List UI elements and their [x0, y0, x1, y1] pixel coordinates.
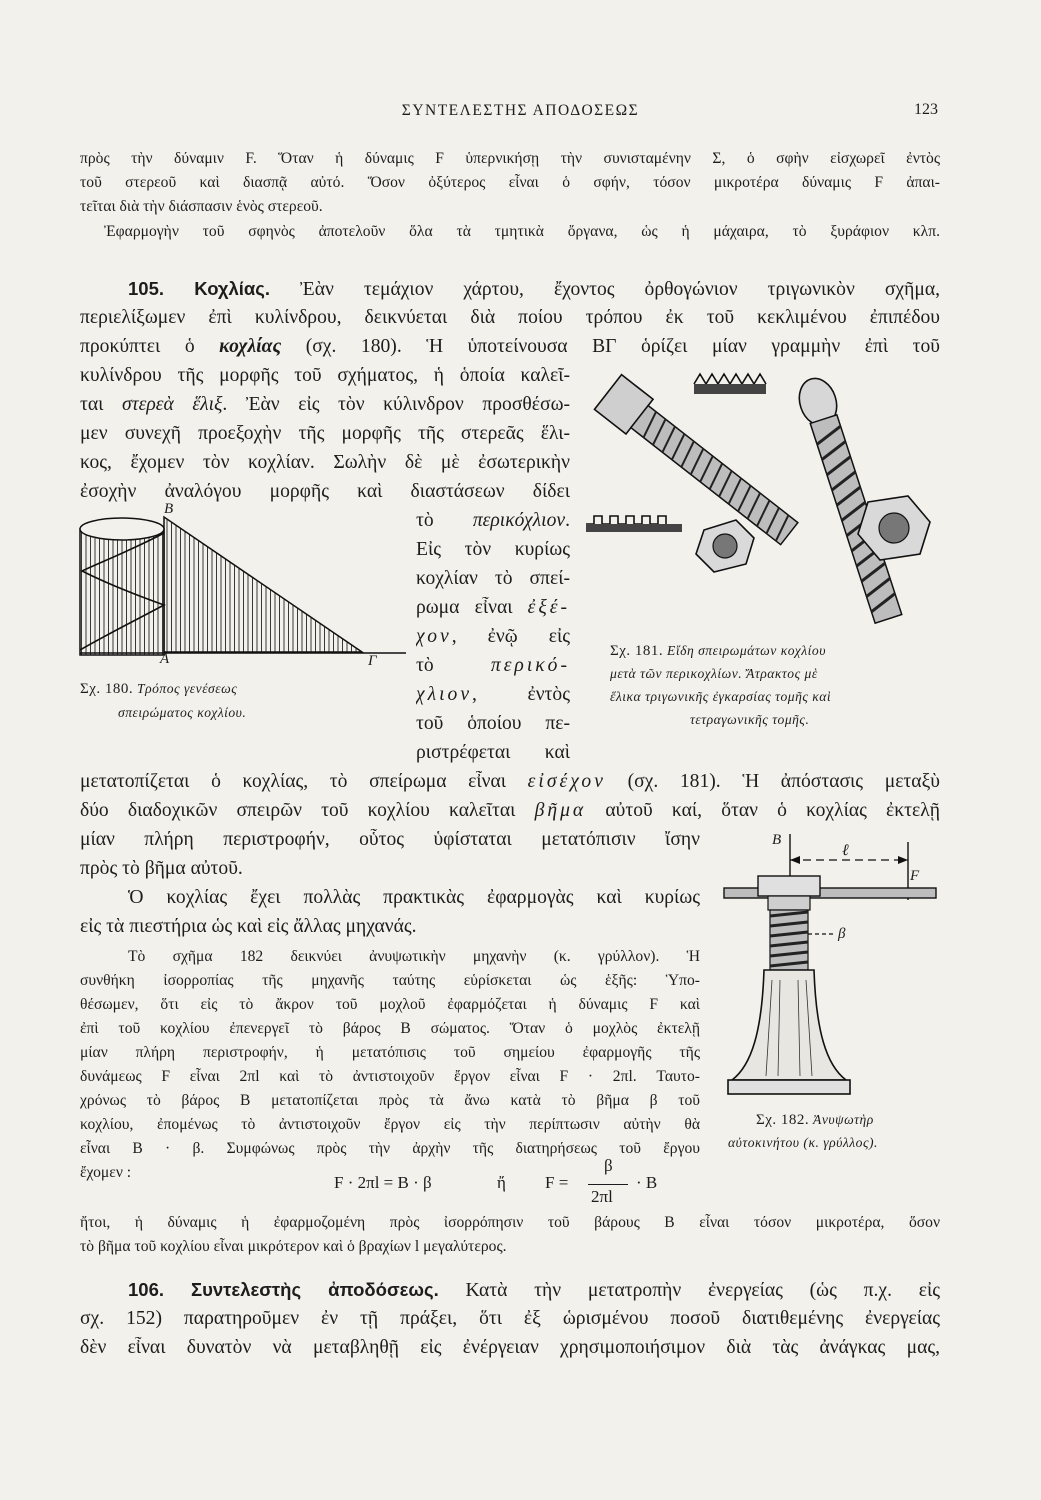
fig182-caption-1: Σχ. 182. Ἀνυψωτὴρ	[756, 1112, 874, 1128]
small-line-1: Τὸ σχῆμα 182 δεικνύει ἀνυψωτικὴν μηχανὴν (κ. γρύλλον). Ἡ	[128, 948, 700, 965]
narrow-line-7: χλιον, ἐντὸς	[416, 684, 570, 705]
page-number: 123	[914, 101, 938, 118]
intro-line-2: τοῦ στερεοῦ καὶ διασπᾷ αὐτό. Ὅσον ὀξύτερος εἶναι ὁ σφήν, τόσον μικροτέρα δύναμις F ἀπαι-	[80, 174, 940, 191]
s105-line-11: μίαν πλήρη περιστροφήν, οὗτος ὑφίσταται μετατόπισιν ἴσην	[80, 829, 700, 850]
fig182-caption-2: αὐτοκινήτου (κ. γρύλλος).	[728, 1135, 878, 1150]
s105-line-1: 105. Κοχλίας. Ἐὰν τεμάχιον χάρτου, ἔχοντος ὀρθογώνιον τριγωνικὸν σχῆμα,	[128, 278, 940, 300]
triangular-thread-profile	[694, 374, 766, 384]
fig181-drawing	[578, 362, 948, 637]
small-line-4: ἐπὶ τοῦ κοχλίου ἐπενεργεῖ τὸ βάρος Β σώματος. Ὅταν ὁ μοχλὸς ἐκτελῇ	[80, 1020, 700, 1037]
small-line-2: συνθήκη ἰσορροπίας τῆς μηχανῆς ταύτης εὑρίσκεται ὡς ἑξῆς: Ὑπο-	[80, 972, 700, 989]
s105-line-2: περιελίξωμεν ἐπὶ κυλίνδρου, δεικνύεται διὰ ποίου τρόπου ἐκ τοῦ κεκλιμένου ἐπιπέδου	[80, 307, 940, 328]
s106-line-3: δὲν εἶναι δυνατὸν νὰ μεταβληθῇ εἰς ἐνέργειαν χρησιμοποιήσιμον διὰ τὰς ἀνάγκας μας,	[80, 1337, 940, 1358]
fig180-caption-2: σπειρώματος κοχλίου.	[118, 705, 247, 720]
square-thread-profile	[586, 516, 666, 524]
s105-line-7: κος, ἔχομεν τὸν κοχλίαν. Σωλὴν δὲ μὲ ἐσωτερικὴν	[80, 452, 570, 473]
small-line-6: δυνάμεως F εἶναι 2πl καὶ τὸ ἀντιστοιχοῦν ἔργον εἶναι F · 2πl. Ταυτο-	[80, 1068, 700, 1085]
term-vima: βῆμα	[534, 800, 587, 821]
intro-line-1: πρὸς τὴν δύναμιν F. Ὅταν ἡ δύναμις F ὑπερνικήσῃ τὴν συνισταμένην Σ, ὁ σφὴν εἰσχωρεῖ ἐντὸς	[80, 150, 940, 167]
s105-line-8: ἐσοχὴν ἀναλόγου μορφῆς καὶ διαστάσεων δίδει	[80, 481, 570, 502]
s106-line-1: 106. Συντελεστὴς ἀποδόσεως. Κατὰ τὴν μετατροπὴν ἐνεργείας (ὡς π.χ. εἰς	[128, 1279, 940, 1301]
s106-heading: 106. Συντελεστὴς ἀποδόσεως.	[128, 1279, 439, 1300]
fig182-label-beta: β	[838, 926, 846, 942]
s105-heading: 105. Κοχλίας.	[128, 278, 271, 299]
formula-denominator: 2πl	[591, 1187, 613, 1206]
narrow-line-3: κοχλίαν τὸ σπεί-	[416, 568, 570, 589]
fig180-caption-1: Σχ. 180. Τρόπος γενέσεως	[80, 681, 238, 697]
fig181-caption-4: τετραγωνικῆς τομῆς.	[690, 712, 810, 727]
s105-line-4: κυλίνδρου τῆς μορφῆς τοῦ σχήματος, ἡ ὁποία καλεῖ-	[80, 365, 570, 386]
fraction-bar	[588, 1184, 628, 1185]
small-line-7: χρόνως τὸ βάρος Β μετατοπίζεται πρὸς τὰ ἄνω κατὰ τὸ βῆμα β τοῦ	[80, 1092, 700, 1109]
formula-rhs-lead: F =	[545, 1173, 569, 1192]
term-kochlias: κοχλίας	[219, 336, 282, 357]
narrow-line-6: τὸ περικό-	[416, 655, 570, 676]
running-header: ΣΥΝΤΕΛΕΣΤΗΣ ΑΠΟΔΟΣΕΩΣ	[401, 102, 640, 119]
fig180-label-a: Α	[160, 651, 170, 667]
after-formula-line-1: ἤτοι, ἡ δύναμις ἡ ἐφαρμοζομένη πρὸς ἰσορρόπησιν τοῦ βάρους Β εἶναι τόσον μικροτέρα, ὅσον	[80, 1214, 940, 1231]
fig181-caption-3: ἕλικα τριγωνικῆς ἐγκαρσίας τομῆς καὶ	[610, 689, 832, 704]
fig182-label-f: F	[910, 868, 920, 884]
small-line-8: κοχλίου, ἐπομένως τὸ ἀντιστοιχοῦν ἔργον εἰς τὴν περίπτωσιν αὐτὴν θὰ	[80, 1116, 700, 1133]
s105-line-6: μεν συνεχῆ προεξοχὴν τῆς μορφῆς τῆς στερεᾶς ἕλι-	[80, 423, 570, 444]
small-line-5: μίαν πλήρη περιστροφήν, ἡ μετατόπισις τοῦ σημείου ἐφαρμογῆς τῆς	[80, 1044, 700, 1061]
narrow-line-4: ρωμα εἶναι ἐξέ-	[416, 597, 570, 618]
fig180-label-b: Β	[164, 501, 174, 517]
s105-line-12: πρὸς τὸ βῆμα αὐτοῦ.	[80, 858, 243, 879]
intro-line-3: τεῖται διὰ τὴν διάσπασιν ἑνὸς στερεοῦ.	[80, 198, 323, 215]
fig181-caption-2: μετὰ τῶν περικοχλίων. Ἄτρακτος μὲ	[610, 666, 818, 681]
s105-line-10: δύο διαδοχικῶν σπειρῶν τοῦ κοχλίου καλεῖται βῆμα αὐτοῦ καί, ὅταν ὁ κοχλίας ἐκτελῇ	[80, 800, 940, 821]
s105-line-5: ται στερεὰ ἕλιξ. Ἐὰν εἰς τὸν κύλινδρον προσθέσω-	[80, 394, 570, 415]
formula-rhs-tail: · B	[636, 1173, 658, 1192]
figure-181	[578, 362, 948, 637]
formula-left: F · 2πl = B · β	[334, 1173, 432, 1192]
term-eisechon: εἰσέχον	[527, 771, 606, 792]
fig182-label-b: B	[772, 832, 782, 848]
small-line-10: ἔχομεν :	[80, 1164, 132, 1181]
narrow-line-5: χον, ἐνῷ εἰς	[416, 626, 570, 647]
s105-line-9: μετατοπίζεται ὁ κοχλίας, τὸ σπείρωμα εἶναι εἰσέχον (σχ. 181). Ἡ ἀπόστασις μεταξὺ	[80, 771, 940, 792]
figure-182	[714, 830, 944, 1100]
s106-line-2: σχ. 152) παρατηροῦμεν ἐν τῇ πράξει, ὅτι ἐξ ὡρισμένου ποσοῦ διατιθεμένης ἐνεργείας	[80, 1308, 940, 1329]
formula-or: ἤ	[497, 1173, 506, 1192]
figure-180	[76, 501, 416, 685]
formula-numerator: β	[604, 1156, 613, 1175]
small-line-3: θέσωμεν, ὅτι εἰς τὸ ἄκρον τοῦ μοχλοῦ ἐφαρμόζεται ἡ δύναμις F καὶ	[80, 996, 700, 1013]
narrow-line-8: τοῦ ὁποίου πε-	[416, 713, 570, 734]
after-formula-line-2: τὸ βῆμα τοῦ κοχλίου εἶναι μικρότερον καὶ ὁ βραχίων l μεγαλύτερος.	[80, 1238, 507, 1255]
s105-line-13: Ὁ κοχλίας ἔχει πολλὰς πρακτικὰς ἐφαρμογὰς καὶ κυρίως	[128, 887, 700, 908]
narrow-line-2: Εἰς τὸν κυρίως	[416, 539, 570, 560]
small-line-9: εἶναι Β · β. Συμφώνως πρὸς τὴν ἀρχὴν τῆς διατηρήσεως τοῦ ἔργου	[80, 1140, 700, 1157]
s105-line-3: προκύπτει ὁ κοχλίας (σχ. 180). Ἡ ὑποτείνουσα ΒΓ ὁρίζει μίαν γραμμὴν ἐπὶ τοῦ	[80, 336, 940, 357]
s105-line-14: εἰς τὰ πιεστήρια ὡς καὶ εἰς ἄλλας μηχανάς.	[80, 916, 417, 937]
fig181-caption-1: Σχ. 181. Εἴδη σπειρωμάτων κοχλίου	[610, 643, 826, 659]
narrow-line-9: ριστρέφεται καὶ	[416, 742, 570, 763]
term-sterea-elix: στερεὰ ἕλιξ	[121, 394, 223, 415]
intro-line-4: Ἐφαρμογὴν τοῦ σφηνὸς ἀποτελοῦν ὅλα τὰ τμητικὰ ὄργανα, ὡς ἡ μάχαιρα, τὸ ξυράφιον κλπ.	[104, 223, 940, 240]
fig180-label-g: Γ	[368, 653, 378, 669]
fig180-drawing	[76, 505, 416, 685]
fig182-label-l: ℓ	[842, 842, 850, 859]
narrow-line-1: τὸ περικόχλιον.	[416, 510, 570, 531]
